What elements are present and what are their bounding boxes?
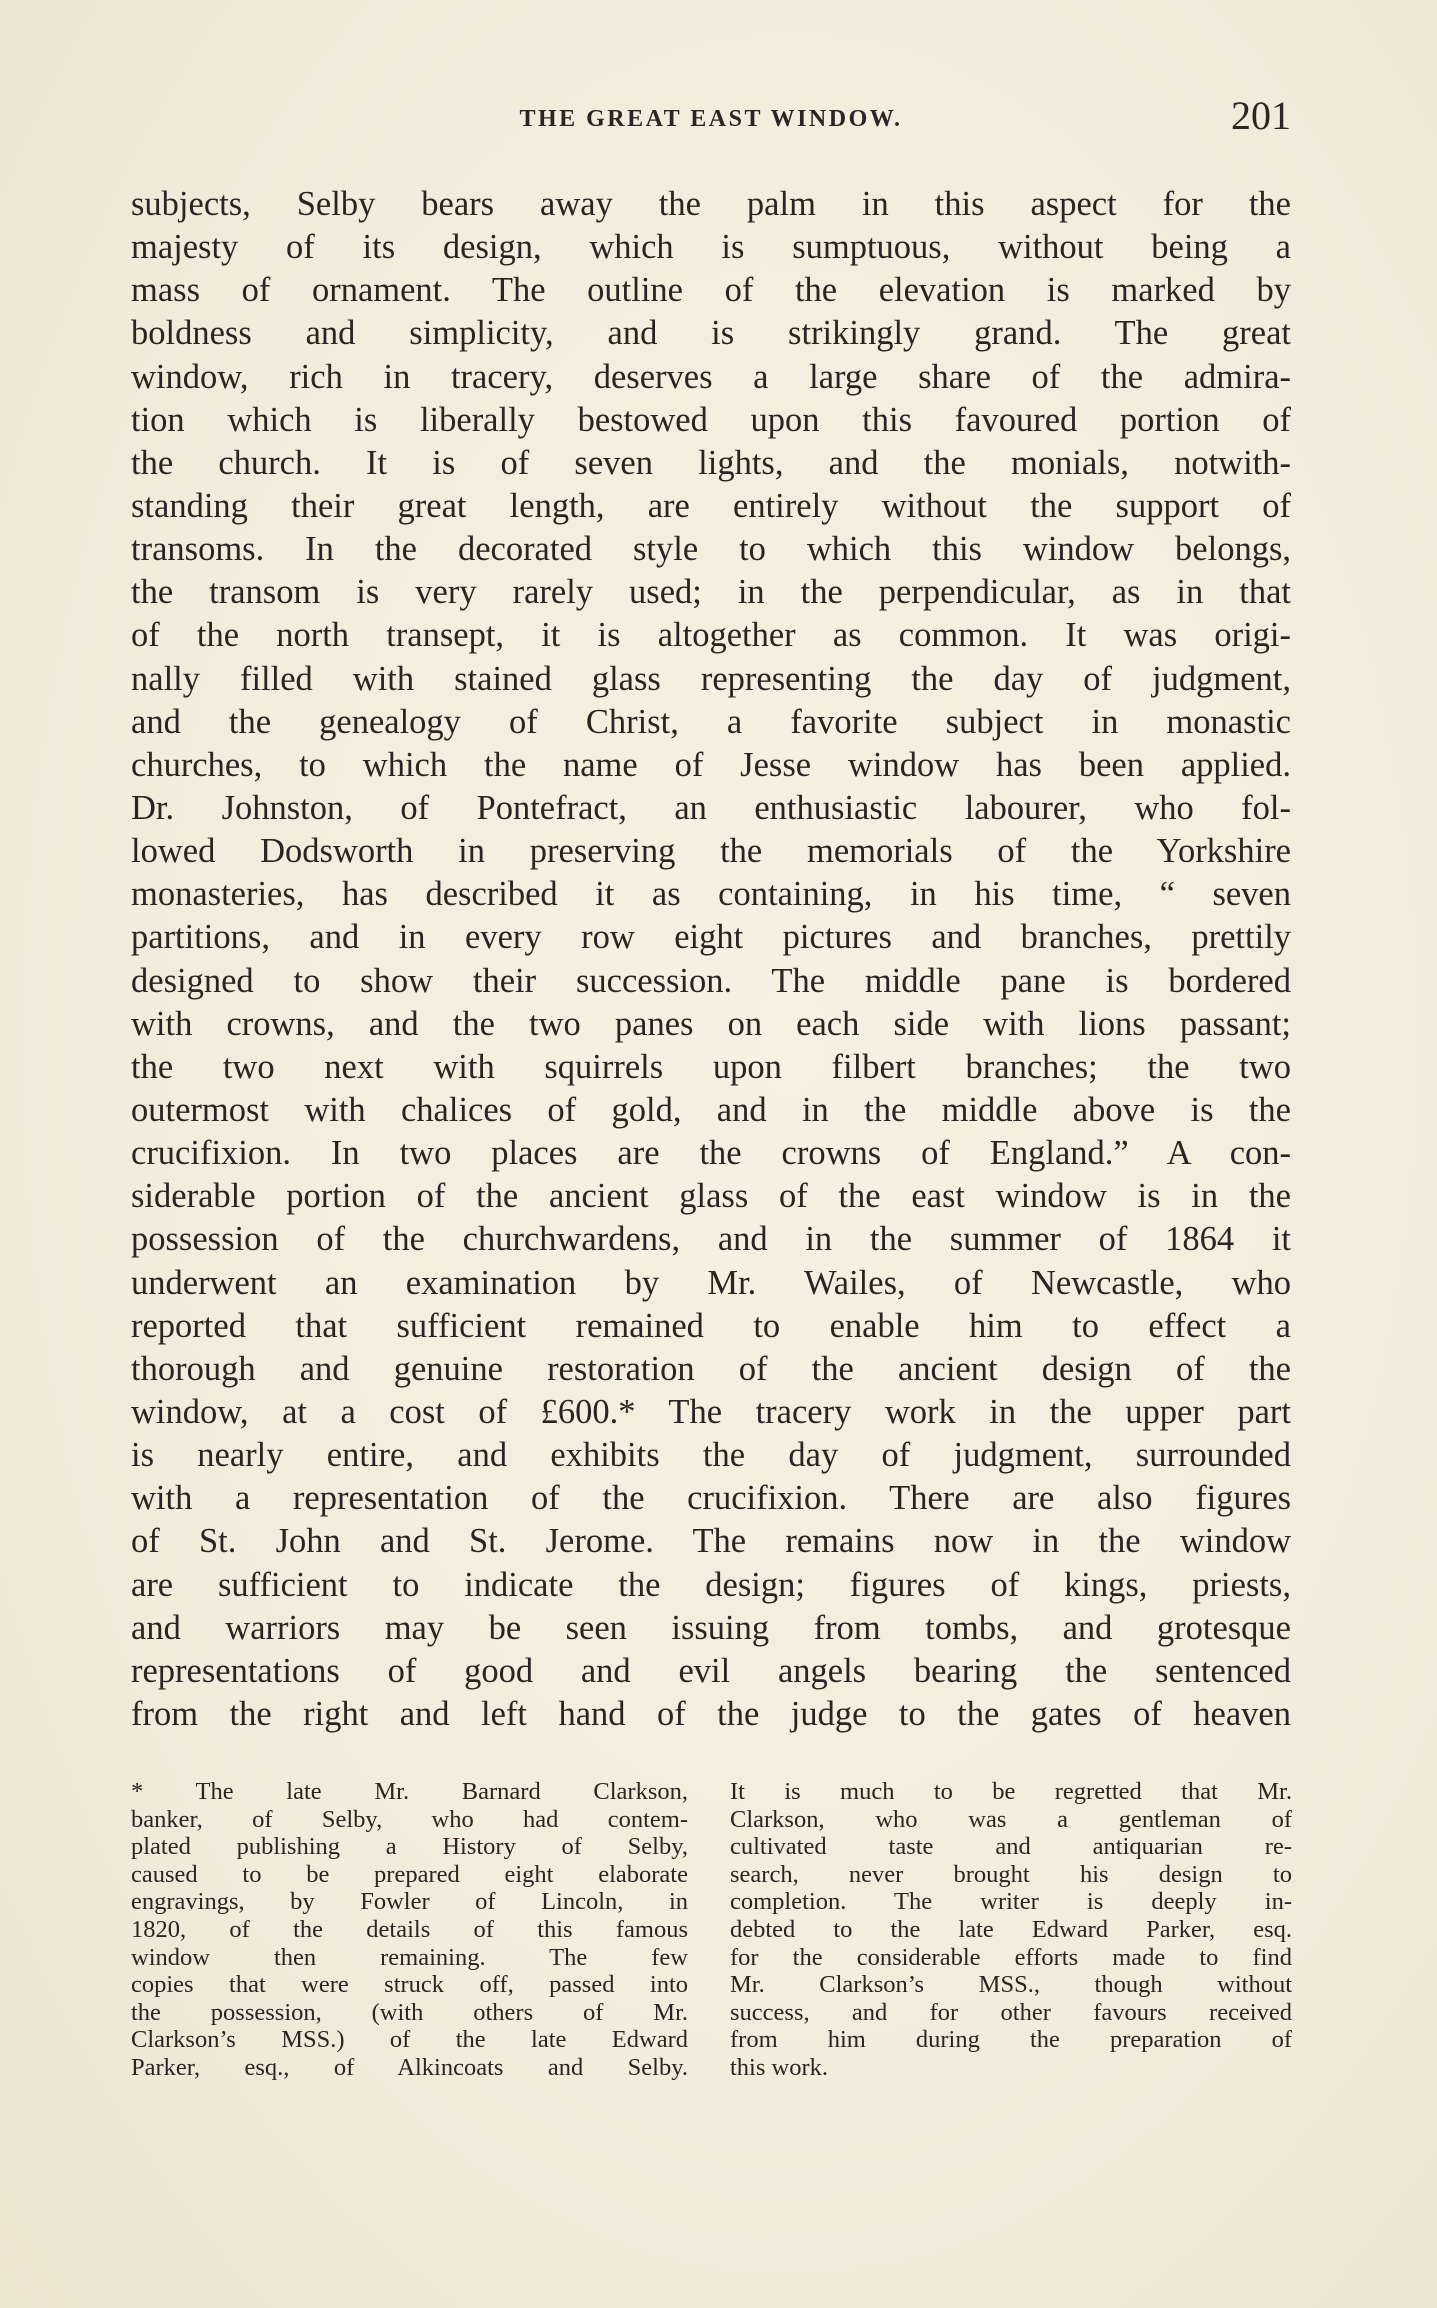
footnote-right-column	[730, 1778, 1292, 2082]
body-line: transoms. In the decorated style to which this window belongs,	[131, 530, 1291, 569]
footnote-line: Clarkson’s MSS.) of the late Edward	[131, 2026, 688, 2054]
body-line: window, at a cost of £600.* The tracery work in the upper part	[131, 1392, 1291, 1431]
body-line: monasteries, has described it as containing, in his time, “ seven	[131, 875, 1291, 914]
body-text	[131, 183, 1291, 1736]
footnote-line: It is much to be regretted that Mr.	[730, 1778, 1292, 1805]
body-line: crucifixion. In two places are the crowns of England.” A con-	[131, 1134, 1291, 1173]
footnote-line: banker, of Selby, who had contem-	[131, 1805, 688, 1833]
footnote-line: 1820, of the details of this famous	[131, 1915, 688, 1943]
footnote-line: success, and for other favours received	[730, 1998, 1292, 2026]
body-line: of the north transept, it is altogether as common. It was origi-	[131, 616, 1291, 655]
body-line: with a representation of the crucifixion. There are also figures	[131, 1479, 1291, 1518]
footnote-line: Mr. Clarkson’s MSS., though without	[730, 1971, 1292, 1999]
body-line: representations of good and evil angels bearing the sentenced	[131, 1651, 1291, 1690]
body-line: nally filled with stained glass representing the day of judgment,	[131, 659, 1291, 698]
footnote-line: Parker, esq., of Alkincoats and Selby.	[131, 2053, 688, 2081]
running-title: THE GREAT EAST WINDOW.	[519, 106, 903, 132]
body-line: and warriors may be seen issuing from tombs, and grotesque	[131, 1608, 1291, 1647]
footnote-line: window then remaining. The few	[131, 1943, 688, 1971]
body-line: and the genealogy of Christ, a favorite subject in monastic	[131, 702, 1291, 741]
body-line: reported that sufficient remained to enable him to effect a	[131, 1306, 1291, 1345]
body-line: window, rich in tracery, deserves a large share of the admira-	[131, 357, 1291, 396]
body-line: boldness and simplicity, and is strikingly grand. The great	[131, 314, 1291, 353]
body-line: Dr. Johnston, of Pontefract, an enthusiastic labourer, who fol-	[131, 788, 1291, 827]
page-number: 201	[1231, 93, 1291, 138]
footnote-line: engravings, by Fowler of Lincoln, in	[131, 1888, 688, 1916]
footnote-line: plated publishing a History of Selby,	[131, 1833, 688, 1861]
footnote-line: this work.	[730, 2053, 828, 2081]
body-line: tion which is liberally bestowed upon this favoured portion of	[131, 400, 1291, 439]
footnote-line: for the considerable efforts made to find	[730, 1943, 1292, 1971]
body-line: standing their great length, are entirely without the support of	[131, 486, 1291, 525]
body-line: mass of ornament. The outline of the elevation is marked by	[131, 271, 1291, 310]
body-line: designed to show their succession. The middle pane is bordered	[131, 961, 1291, 1000]
body-line: with crowns, and the two panes on each side with lions passant;	[131, 1004, 1291, 1043]
footnote-line: Clarkson, who was a gentleman of	[730, 1805, 1292, 1833]
footnote-left-column	[131, 1778, 688, 2082]
body-line: the transom is very rarely used; in the perpendicular, as in that	[131, 573, 1291, 612]
footnotes	[131, 1778, 1291, 2138]
body-line: partitions, and in every row eight pictures and branches, prettily	[131, 918, 1291, 957]
footnote-line: * The late Mr. Barnard Clarkson,	[131, 1778, 688, 1805]
body-line: from the right and left hand of the judge to the gates of heaven	[131, 1694, 1291, 1733]
running-head	[131, 92, 1291, 142]
footnote-line: from him during the preparation of	[730, 2026, 1292, 2054]
body-line: underwent an examination by Mr. Wailes, of Newcastle, who	[131, 1263, 1291, 1302]
body-line: outermost with chalices of gold, and in the middle above is the	[131, 1090, 1291, 1129]
body-line: subjects, Selby bears away the palm in this aspect for the	[131, 185, 1291, 223]
body-line: thorough and genuine restoration of the ancient design of the	[131, 1349, 1291, 1388]
body-line: the two next with squirrels upon filbert branches; the two	[131, 1047, 1291, 1086]
footnote-line: copies that were struck off, passed into	[131, 1971, 688, 1999]
body-line: churches, to which the name of Jesse window has been applied.	[131, 745, 1291, 784]
footnote-line: debted to the late Edward Parker, esq.	[730, 1915, 1292, 1943]
body-line: lowed Dodsworth in preserving the memorials of the Yorkshire	[131, 832, 1291, 871]
body-line: siderable portion of the ancient glass of the east window is in the	[131, 1177, 1291, 1216]
body-line: the church. It is of seven lights, and the monials, notwith-	[131, 443, 1291, 482]
footnote-line: search, never brought his design to	[730, 1860, 1292, 1888]
footnote-line: the possession, (with others of Mr.	[131, 1998, 688, 2026]
body-line: are sufficient to indicate the design; figures of kings, priests,	[131, 1565, 1291, 1604]
footnote-line: completion. The writer is deeply in-	[730, 1888, 1292, 1916]
footnote-line: caused to be prepared eight elaborate	[131, 1860, 688, 1888]
body-line: of St. John and St. Jerome. The remains now in the window	[131, 1522, 1291, 1561]
body-line: possession of the churchwardens, and in the summer of 1864 it	[131, 1220, 1291, 1259]
body-line: majesty of its design, which is sumptuous, without being a	[131, 228, 1291, 267]
footnote-line: cultivated taste and antiquarian re-	[730, 1833, 1292, 1861]
body-line: is nearly entire, and exhibits the day of judgment, surrounded	[131, 1436, 1291, 1475]
